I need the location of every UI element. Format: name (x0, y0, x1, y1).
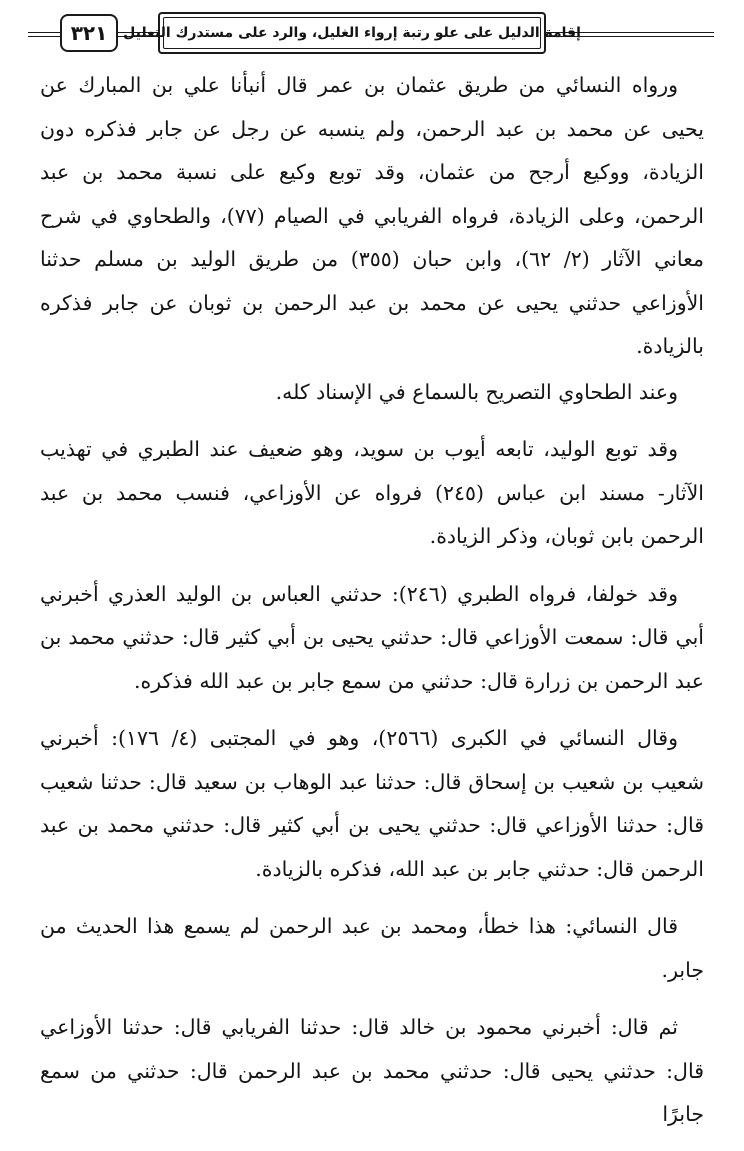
page-header (0, 0, 744, 62)
paragraph: وقد توبع الوليد، تابعه أيوب بن سويد، وهو ضعيف عند الطبري في تهذيب الآثار- مسند ابن عباس (٢٤٥) فرواه عن الأوزاعي، فنسب محمد بن عبد الرحمن بابن ثوبان، وذكر الزيادة. (40, 437, 705, 548)
page-number-text: ٣٢١ (70, 21, 108, 45)
paragraph: وقال النسائي في الكبرى (٢٥٦٦)، وهو في المجتبى (٤/ ١٧٦): أخبرني شعيب بن شعيب بن إسحاق قال: حدثنا عبد الوهاب بن سعيد قال: حدثنا شعيب قال: حدثنا الأوزاعي قال: حدثني يحيى بن أبي كثير قال: حدثني محمد بن عبد الرحمن قال: حدثني جابر بن عبد الله، فذكره بالزيادة. (40, 726, 704, 881)
paragraph: قال النسائي: هذا خطأ، ومحمد بن عبد الرحمن لم يسمع هذا الحديث من جابر. (40, 914, 704, 982)
running-title-frame (123, 12, 581, 54)
paragraph: ثم قال: أخبرني محمود بن خالد قال: حدثنا الفريابي قال: حدثنا الأوزاعي قال: حدثني يحيى قال: حدثني محمد بن عبد الرحمن قال: حدثني من سمع جابرًا (40, 1015, 704, 1126)
header-rule-left (28, 32, 60, 37)
page-number (60, 14, 118, 52)
paragraph: ورواه النسائي من طريق عثمان بن عمر قال أنبأنا علي بن المبارك عن يحيى عن محمد بن عبد الرحمن، ولم ينسبه عن رجل عن جابر فذكره دون الزيادة، ووكيع أرجح من عثمان، وقد توبع وكيع على نسبة محمد بن عبد الرحمن، وعلى الزيادة، فرواه الفريابي في الصيام (٧٧)، والطحاوي في شرح معاني الآثار (٢/ ٦٢)، وابن حبان (٣٥٥) من طريق الوليد بن مسلم حدثنا الأوزاعي حدثني يحيى عن محمد بن عبد الرحمن بن ثوبان عن جابر فذكره بالزيادة. (40, 73, 704, 358)
paragraph: وعند الطحاوي التصريح بالسماع في الإسناد كله. (275, 379, 678, 404)
paragraph: وقد خولفا، فرواه الطبري (٢٤٦): حدثني العباس بن الوليد العذري أخبرني أبي قال: سمعت الأوزاعي قال: حدثني يحيى بن أبي كثير قال: حدثني محمد بن عبد الرحمن بن زرارة قال: حدثني من سمع جابر بن عبد الله فذكره. (40, 581, 704, 693)
page-body (40, 64, 704, 1151)
running-title: إقامة الدليل على علو رتبة إرواء الغليل، والرد على مستدرك التعليل (123, 25, 581, 41)
